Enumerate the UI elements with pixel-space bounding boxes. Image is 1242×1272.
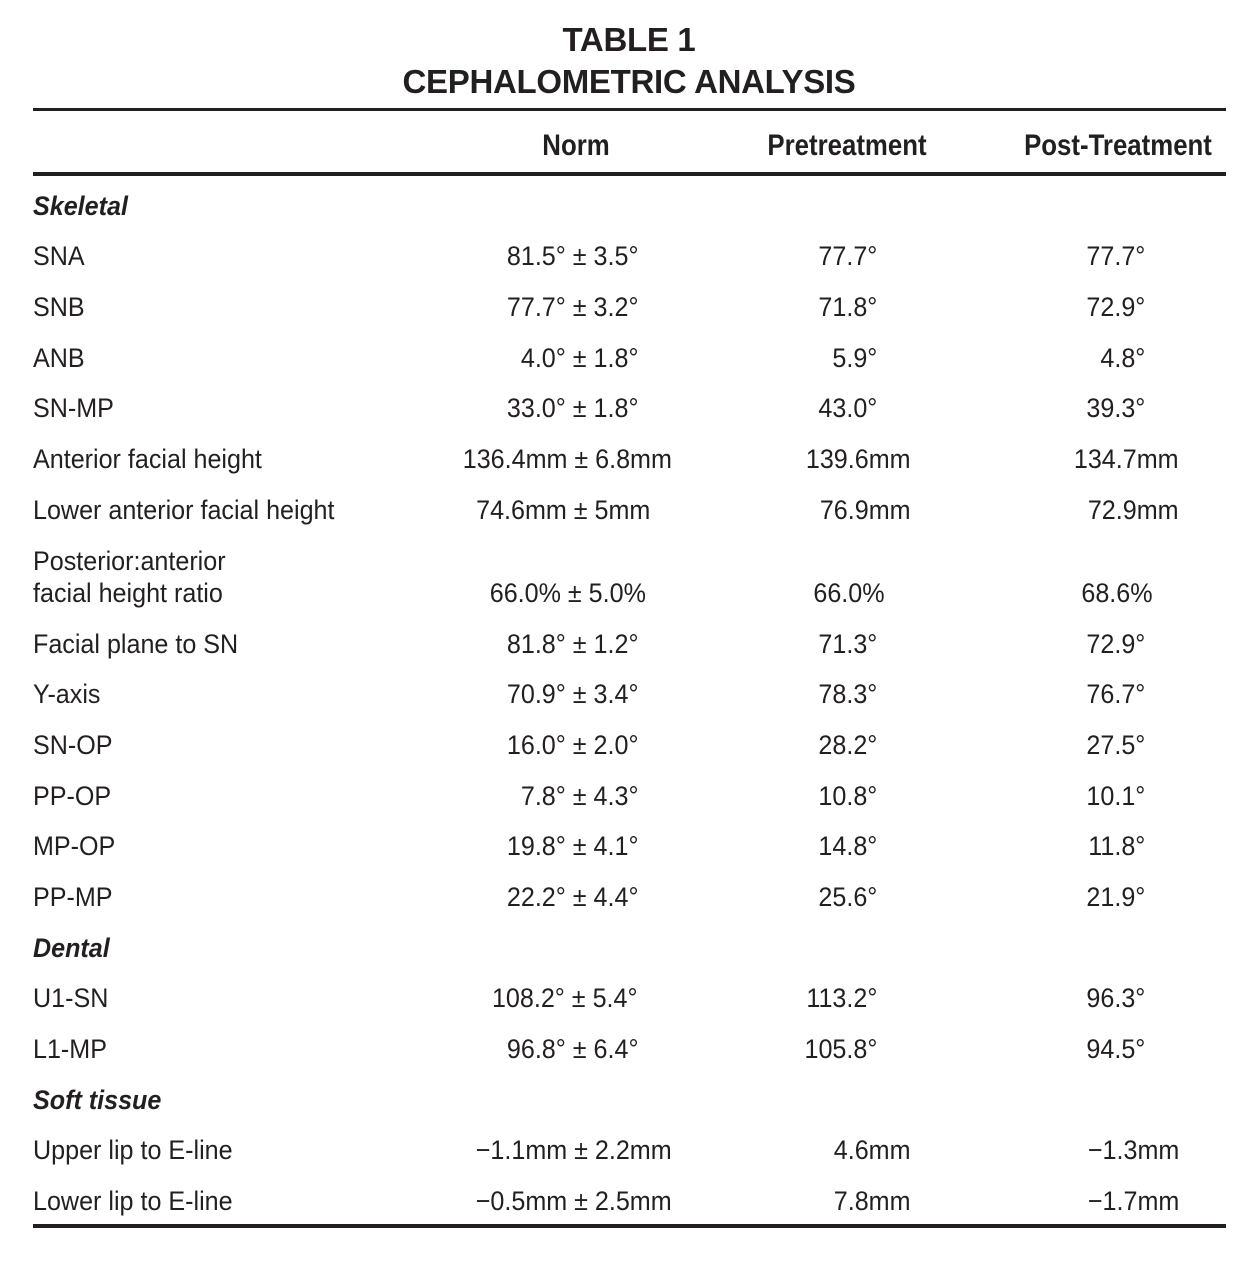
post-treatment-value: 39.3°: [1086, 393, 1145, 423]
table-row: [0, 776, 1242, 816]
norm-value: 81.8° ± 1.2°: [506, 629, 638, 659]
row-label: SN-MP: [33, 393, 114, 423]
pretreatment-value: 78.3°: [818, 679, 877, 709]
section-row-skeletal: [0, 186, 1242, 226]
norm-value: −0.5mm ± 2.5mm: [476, 1186, 672, 1216]
pretreatment-value: 4.6mm: [834, 1135, 911, 1165]
pretreatment-value: 71.8°: [818, 292, 877, 322]
norm-value: 81.5° ± 3.5°: [506, 241, 638, 271]
bottom-rule: [33, 1224, 1226, 1228]
pretreatment-value: 5.9°: [832, 343, 877, 373]
row-label: Posterior:anterior facial height ratio: [33, 546, 226, 608]
table-row: [0, 490, 1242, 530]
post-treatment-value: 4.8°: [1100, 343, 1145, 373]
norm-value: 77.7° ± 3.2°: [506, 292, 638, 322]
top-rule: [33, 108, 1226, 111]
post-treatment-value: 96.3°: [1086, 983, 1145, 1013]
norm-value: 4.0° ± 1.8°: [520, 343, 638, 373]
norm-value: 70.9° ± 3.4°: [506, 679, 638, 709]
pretreatment-value: 7.8mm: [834, 1186, 911, 1216]
column-header-norm: Norm: [542, 129, 610, 162]
pretreatment-value: 43.0°: [818, 393, 877, 423]
table-row: [0, 388, 1242, 428]
table-number: TABLE 1: [562, 21, 696, 58]
table-row: [0, 236, 1242, 276]
norm-value: 96.8° ± 6.4°: [506, 1034, 638, 1064]
header-rule: [33, 172, 1226, 176]
post-treatment-value: 11.8°: [1087, 831, 1145, 861]
table-row: [0, 338, 1242, 378]
section-heading-dental: Dental: [33, 933, 110, 963]
row-label: SN-OP: [33, 730, 113, 760]
post-treatment-value: 68.6%: [1081, 578, 1153, 608]
norm-value: 74.6mm ± 5mm: [475, 495, 650, 525]
post-treatment-value: 72.9°: [1086, 629, 1145, 659]
row-label: ANB: [33, 343, 85, 373]
row-label: Anterior facial height: [33, 444, 262, 474]
pretreatment-value: 14.8°: [818, 831, 877, 861]
post-treatment-value: 134.7mm: [1074, 444, 1179, 474]
post-treatment-value: 76.7°: [1086, 679, 1145, 709]
post-treatment-value: 72.9°: [1086, 292, 1145, 322]
post-treatment-value: −1.3mm: [1087, 1135, 1179, 1165]
norm-value: 33.0° ± 1.8°: [506, 393, 638, 423]
table-row: [0, 439, 1242, 479]
table-row: [0, 1029, 1242, 1069]
norm-value: −1.1mm ± 2.2mm: [476, 1135, 672, 1165]
row-label: Lower lip to E-line: [33, 1186, 233, 1216]
table-row: [0, 978, 1242, 1018]
section-row-dental: [0, 928, 1242, 968]
row-label: MP-OP: [33, 831, 116, 861]
post-treatment-value: 21.9°: [1086, 882, 1145, 912]
norm-value: 19.8° ± 4.1°: [506, 831, 638, 861]
norm-value: 22.2° ± 4.4°: [506, 882, 638, 912]
row-label: U1-SN: [33, 983, 109, 1013]
table-row: [0, 674, 1242, 714]
section-heading-soft-tissue: Soft tissue: [33, 1085, 162, 1115]
norm-value: 136.4mm ± 6.8mm: [462, 444, 672, 474]
norm-value: 16.0° ± 2.0°: [506, 730, 638, 760]
section-row-soft-tissue: [0, 1080, 1242, 1120]
row-label: Facial plane to SN: [33, 629, 239, 659]
table-row: [0, 1181, 1242, 1221]
row-label: L1-MP: [33, 1034, 107, 1064]
table-row: [0, 541, 1242, 617]
table-row: [0, 725, 1242, 765]
row-label: Y-axis: [33, 679, 101, 709]
row-label: Lower anterior facial height: [33, 495, 335, 525]
pretreatment-value: 66.0%: [813, 578, 885, 608]
row-label: SNA: [33, 241, 85, 271]
table-row: [0, 1130, 1242, 1170]
post-treatment-value: 10.1°: [1086, 781, 1145, 811]
post-treatment-value: 77.7°: [1086, 241, 1145, 271]
table-row: [0, 624, 1242, 664]
column-header-pretreatment: Pretreatment: [767, 129, 927, 162]
pretreatment-value: 113.2°: [805, 983, 877, 1013]
row-label: Upper lip to E-line: [33, 1135, 233, 1165]
column-header-post-treatment: Post-Treatment: [1024, 129, 1212, 162]
pretreatment-value: 28.2°: [818, 730, 877, 760]
pretreatment-value: 105.8°: [804, 1034, 877, 1064]
row-label: PP-OP: [33, 781, 112, 811]
table-row: [0, 287, 1242, 327]
norm-value: 66.0% ± 5.0%: [489, 578, 646, 608]
post-treatment-value: 72.9mm: [1088, 495, 1179, 525]
row-label: PP-MP: [33, 882, 113, 912]
table-row: [0, 826, 1242, 866]
pretreatment-value: 25.6°: [818, 882, 877, 912]
section-heading-skeletal: Skeletal: [33, 191, 128, 221]
pretreatment-value: 71.3°: [818, 629, 877, 659]
pretreatment-value: 10.8°: [818, 781, 877, 811]
pretreatment-value: 139.6mm: [806, 444, 911, 474]
norm-value: 108.2° ± 5.4°: [492, 983, 638, 1013]
table-row: [0, 877, 1242, 917]
row-label: SNB: [33, 292, 85, 322]
table-title: CEPHALOMETRIC ANALYSIS: [402, 63, 856, 100]
post-treatment-value: 27.5°: [1086, 730, 1145, 760]
post-treatment-value: 94.5°: [1086, 1034, 1145, 1064]
norm-value: 7.8° ± 4.3°: [520, 781, 638, 811]
post-treatment-value: −1.7mm: [1087, 1186, 1179, 1216]
pretreatment-value: 77.7°: [818, 241, 877, 271]
pretreatment-value: 76.9mm: [820, 495, 911, 525]
